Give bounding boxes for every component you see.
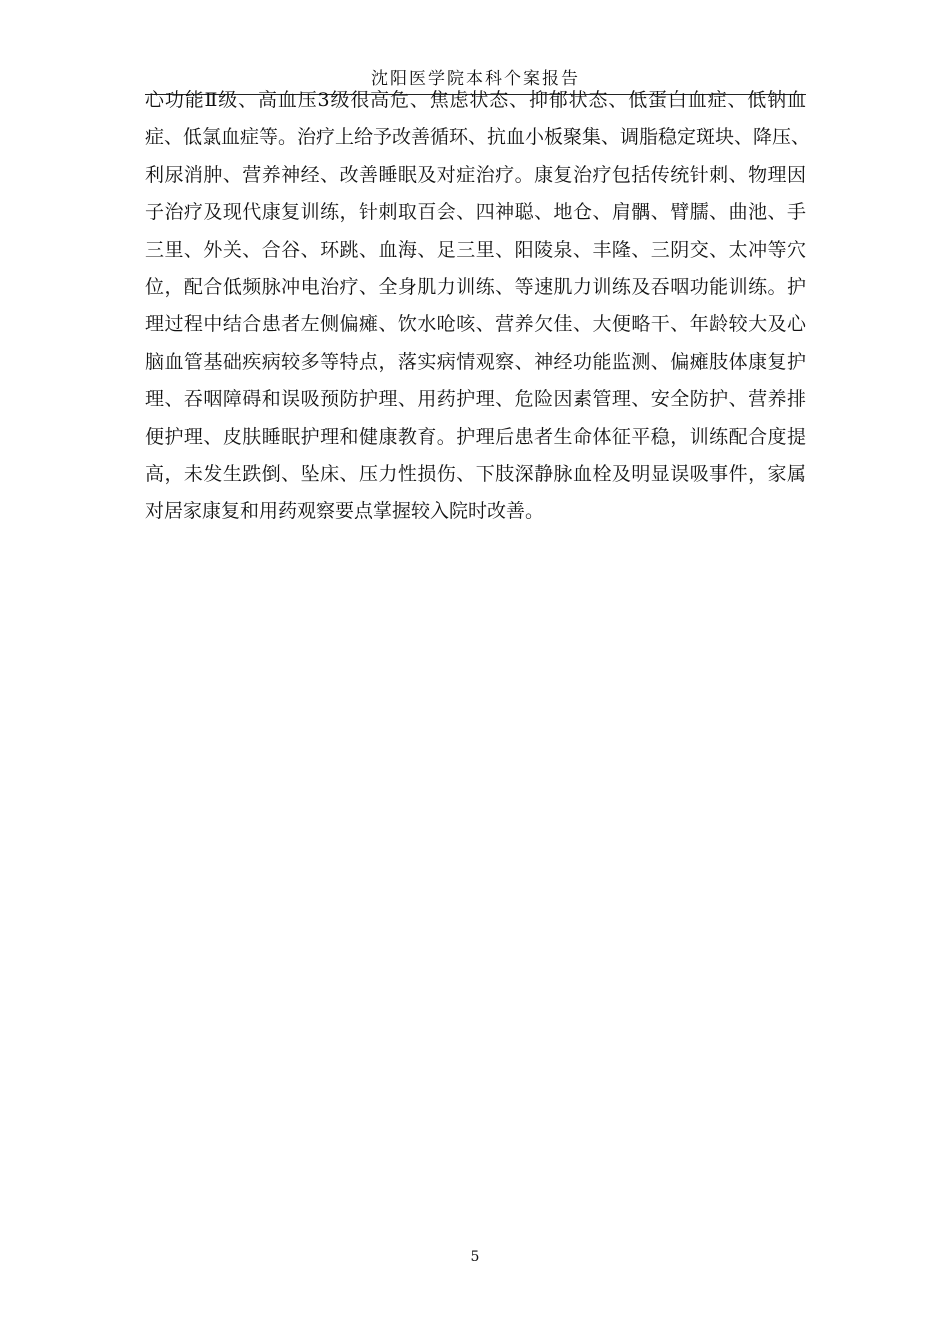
- text-line: 对居家康复和用药观察要点掌握较入院时改善。: [145, 500, 545, 523]
- text-line: 利尿消肿、营养神经、改善睡眠及对症治疗。康复治疗包括传统针刺、物理因: [145, 163, 806, 186]
- text-line: 位，配合低频脉冲电治疗、全身肌力训练、等速肌力训练及吞咽功能训练。护: [145, 275, 806, 298]
- text-line: 理过程中结合患者左侧偏瘫、饮水呛咳、营养欠佳、大便略干、年龄较大及心: [145, 313, 806, 336]
- text-line: 心功能Ⅱ级、高血压3级很高危、焦虑状态、抑郁状态、低蛋白血症、低钠血: [145, 89, 806, 111]
- text-line: 高，未发生跌倒、坠床、压力性损伤、下肢深静脉血栓及明显误吸事件，家属: [145, 462, 806, 485]
- text-line: 三里、外关、合谷、环跳、血海、足三里、阳陵泉、丰隆、三阴交、太冲等穴: [145, 238, 806, 261]
- page-number: 5: [470, 1249, 480, 1265]
- text-line: 症、低氯血症等。治疗上给予改善循环、抗血小板聚集、调脂稳定斑块、降压、: [145, 126, 811, 149]
- header-title: 沈阳医学院本科个案报告: [371, 69, 580, 89]
- text-line: 子治疗及现代康复训练，针刺取百会、四神聪、地仓、肩髃、臂臑、曲池、手: [145, 201, 806, 224]
- body-paragraph: [145, 82, 811, 531]
- text-line: 便护理、皮肤睡眠护理和健康教育。护理后患者生命体征平稳，训练配合度提: [145, 425, 806, 448]
- text-line: 理、吞咽障碍和误吸预防护理、用药护理、危险因素管理、安全防护、营养排: [145, 388, 806, 411]
- text-line: 脑血管基础疾病较多等特点，落实病情观察、神经功能监测、偏瘫肢体康复护: [145, 350, 806, 373]
